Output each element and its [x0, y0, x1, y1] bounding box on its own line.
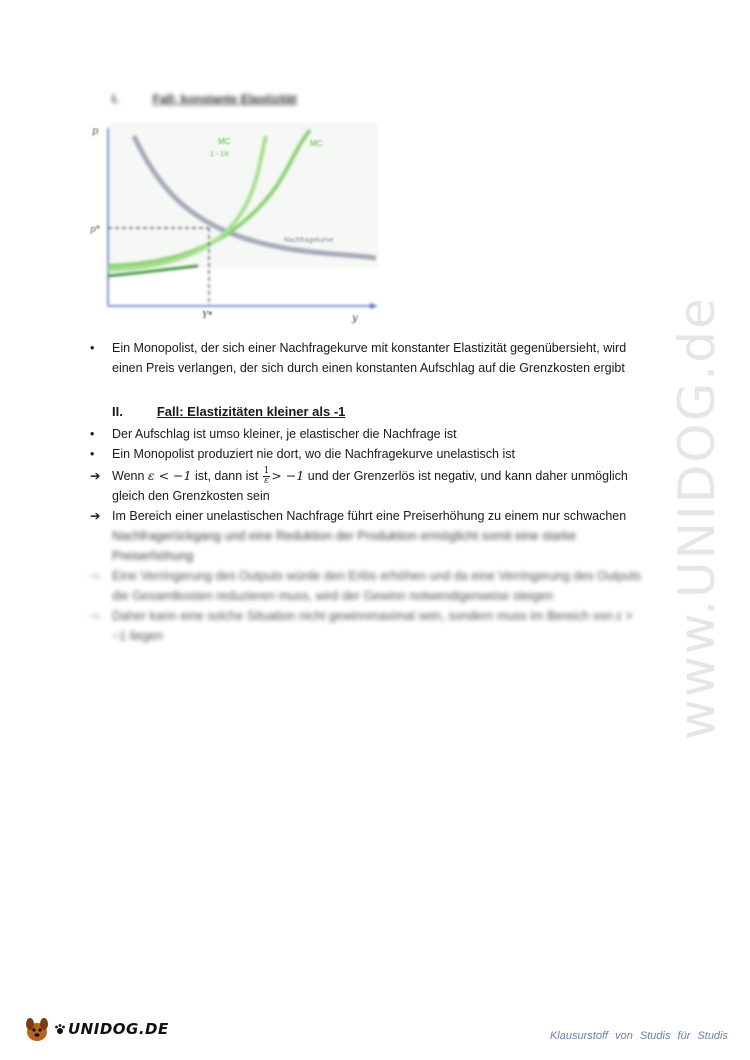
list-item: [90, 606, 650, 646]
section-2-title: Fall: Elastizitäten kleiner als -1: [156, 404, 346, 419]
fraction: [263, 467, 271, 486]
fraction-denominator: ε: [264, 476, 269, 487]
bullet-text: Ein Monopolist produziert nie dort, wo die Nachfragekurve unelastisch ist: [112, 447, 515, 461]
arrow-text: [112, 506, 650, 566]
bullet-icon: •: [90, 447, 95, 461]
hollow-arrow-icon: ⇨: [90, 569, 101, 584]
p-star-label: p*: [90, 225, 101, 235]
section-1-numeral: I.: [112, 92, 119, 106]
section-2-numeral: II.: [112, 404, 123, 419]
fraction-numerator: 1: [263, 466, 270, 477]
x-axis-label: y: [352, 313, 358, 324]
section-2-heading: [112, 402, 650, 422]
arrow-text-post: und der Grenzerlös ist negativ, und kann daher unmöglich gleich den Grenzkosten sein: [112, 469, 628, 504]
math-condition: ε < −1: [147, 468, 192, 483]
arrow-text-visible: Im Bereich einer unelastischen Nachfrage führt eine Preiserhöhung zu einem nur schwachen: [112, 509, 627, 524]
section-1-heading: [112, 92, 297, 106]
arrow-right-icon: ➔: [90, 509, 101, 524]
arrow-text-mid: ist, dann ist: [191, 469, 262, 483]
elasticity-graph: [88, 118, 388, 328]
mc-shifted-label-top: MC: [218, 137, 231, 146]
graph-background-group: [108, 123, 378, 309]
list-item: [90, 444, 650, 464]
watermark: www.UNIDOG.de: [668, 296, 726, 740]
section-2-block: [90, 394, 650, 646]
logo-text: UNIDOG.DE: [68, 1020, 169, 1038]
sub-text: Eine Verringerung des Outputs würde den Erlös erhöhen und da eine Verringerung des Outputs die Gesamtkosten reduzieren muss, wird der Gewinn notwendigerweise steigen: [112, 569, 641, 604]
bullet-text: Ein Monopolist, der sich einer Nachfragekurve mit konstanter Elastizität gegenübersieht, wird einen Preis verlangen, der sich durch einen konstanten Aufschlag auf die Grenzkosten ergibt: [112, 341, 627, 375]
y-star-label: Y*: [202, 311, 213, 321]
x-axis-arrow: [370, 303, 378, 309]
arrow-text-pre: Wenn: [112, 469, 148, 483]
bullet-block-1: [90, 338, 650, 378]
arrow-text-blurred: Nachfragerückgang und eine Reduktion der Produktion ermöglicht somit eine starke Preiserhöhung: [112, 529, 577, 564]
bullet-text: Der Aufschlag ist umso kleiner, je elastischer die Nachfrage ist: [112, 427, 457, 441]
footer-logo: [22, 1014, 169, 1044]
arrow-right-icon: ➔: [90, 469, 101, 483]
math-relation: > −1: [271, 468, 305, 483]
graph-shaded-area: [108, 123, 378, 268]
list-item: [90, 506, 650, 566]
arrow-text: [112, 466, 650, 506]
list-item: [90, 566, 650, 606]
paw-icon: [54, 1023, 66, 1035]
footer-tagline: Klausurstoff von Studis für Studis: [549, 1030, 728, 1042]
list-item: [90, 424, 650, 444]
y-axis-label: p: [92, 126, 99, 137]
hollow-arrow-icon: ⇨: [90, 609, 101, 624]
dog-icon: [22, 1014, 52, 1044]
mc-label: MC: [310, 139, 323, 148]
list-item: [90, 466, 650, 506]
bullet-icon: •: [90, 427, 95, 441]
sub-text: Daher kann eine solche Situation nicht gewinnmaximal sein, sondern muss im Bereich von ε > −1 liegen: [112, 609, 633, 644]
list-item: [90, 338, 650, 378]
demand-label: Nachfragekurve: [284, 237, 334, 244]
bullet-icon: •: [90, 341, 95, 355]
section-1-title: Fall: konstante Elastizität: [152, 92, 297, 106]
mc-shifted-label-bottom: 1 - 1/ε: [210, 151, 230, 158]
